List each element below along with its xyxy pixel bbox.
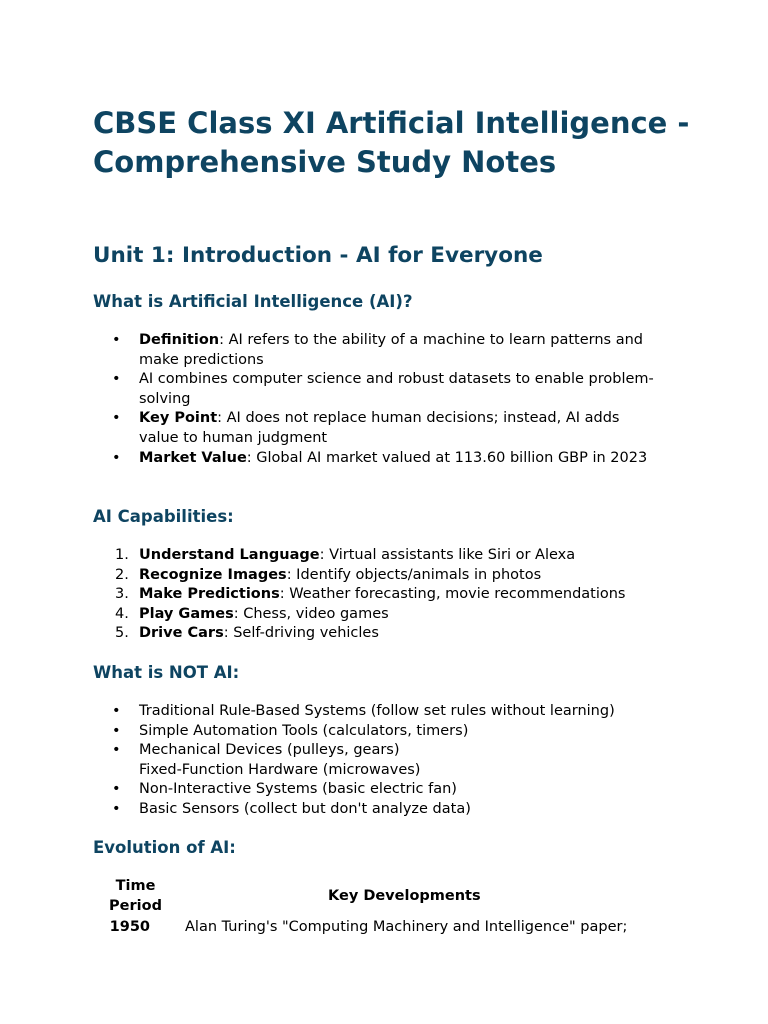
list-item xyxy=(0,370,659,409)
list-item-term: Market Value xyxy=(139,449,247,466)
list-item-text: : Identify objects/animals in photos xyxy=(286,566,542,583)
list-item-text: : AI does not replace human decisions; instead, AI adds value to human judgment xyxy=(139,410,620,446)
bullet-marker: • xyxy=(112,371,121,388)
capabilities-list xyxy=(0,546,659,644)
list-item-text: Mechanical Devices (pulleys, gears) xyxy=(139,742,400,759)
list-item xyxy=(0,761,659,781)
list-number: 2. xyxy=(115,566,129,583)
section-heading-evolution: Evolution of AI: xyxy=(93,838,236,857)
list-item xyxy=(0,605,659,625)
list-item-text: Fixed-Function Hardware (microwaves) xyxy=(139,761,421,778)
not-ai-list xyxy=(0,702,659,820)
list-item-text: Simple Automation Tools (calculators, timers) xyxy=(139,722,469,739)
list-item xyxy=(0,780,659,800)
table-cell-development: Alan Turing's "Computing Machinery and Intelligence" paper; xyxy=(185,919,628,935)
list-item xyxy=(0,702,659,722)
bullet-marker: • xyxy=(112,449,121,466)
list-item xyxy=(0,449,659,469)
list-item-text: : Self-driving vehicles xyxy=(223,625,379,642)
list-number: 4. xyxy=(115,605,129,622)
list-item xyxy=(0,409,659,448)
list-number: 5. xyxy=(115,625,129,642)
section-heading-capabilities: AI Capabilities: xyxy=(93,507,234,526)
bullet-marker: • xyxy=(112,332,121,348)
list-item-term: Play Games xyxy=(139,605,234,622)
list-item xyxy=(0,585,659,605)
list-number: 3. xyxy=(115,586,129,603)
section-heading-not-ai: What is NOT AI: xyxy=(93,663,240,682)
table-header-time-period xyxy=(93,876,178,916)
table-cell-year: 1950 xyxy=(109,919,150,935)
bullet-marker: • xyxy=(112,800,121,817)
list-number: 1. xyxy=(115,547,129,563)
list-item xyxy=(0,331,659,370)
list-item-text: : AI refers to the ability of a machine to learn patterns and make predictions xyxy=(139,332,643,368)
bullet-marker: • xyxy=(112,410,121,427)
bullet-marker: • xyxy=(112,722,121,739)
list-item xyxy=(0,800,659,820)
list-item xyxy=(0,624,659,644)
list-item-text: : Chess, video games xyxy=(233,605,389,622)
document-title: CBSE Class XI Artificial Intelligence - Comprehensive Study Notes xyxy=(93,106,690,179)
list-item xyxy=(0,722,659,742)
table-header-key-developments: Key Developments xyxy=(328,888,481,904)
list-item-text: AI combines computer science and robust datasets to enable problem-solving xyxy=(139,371,654,407)
list-item-term: Drive Cars xyxy=(139,625,224,642)
list-item-term: Understand Language xyxy=(139,547,320,563)
list-item xyxy=(0,546,659,566)
table-header-time-period-text: Time Period xyxy=(109,878,162,914)
list-item-text: Non-Interactive Systems (basic electric fan) xyxy=(139,781,457,798)
list-item-term: Make Predictions xyxy=(139,586,280,603)
list-item-text: : Global AI market valued at 113.60 billion GBP in 2023 xyxy=(246,449,648,466)
section-heading-what-is-ai: What is Artificial Intelligence (AI)? xyxy=(93,292,413,311)
bullet-marker: • xyxy=(112,742,121,759)
unit-heading: Unit 1: Introduction - AI for Everyone xyxy=(93,243,543,268)
what-is-ai-list xyxy=(0,331,659,468)
list-item-term: Key Point xyxy=(139,410,218,427)
list-item-text: Traditional Rule-Based Systems (follow set rules without learning) xyxy=(139,703,615,719)
list-item xyxy=(0,566,659,586)
list-item-term: Definition xyxy=(139,332,220,348)
bullet-marker: • xyxy=(112,703,121,719)
list-item-text: : Weather forecasting, movie recommendations xyxy=(279,586,626,603)
bullet-marker: • xyxy=(112,781,121,798)
list-item-text: : Virtual assistants like Siri or Alexa xyxy=(319,547,576,563)
list-item-text: Basic Sensors (collect but don't analyze data) xyxy=(139,800,471,817)
list-item-term: Recognize Images xyxy=(139,566,287,583)
list-item xyxy=(0,741,659,761)
